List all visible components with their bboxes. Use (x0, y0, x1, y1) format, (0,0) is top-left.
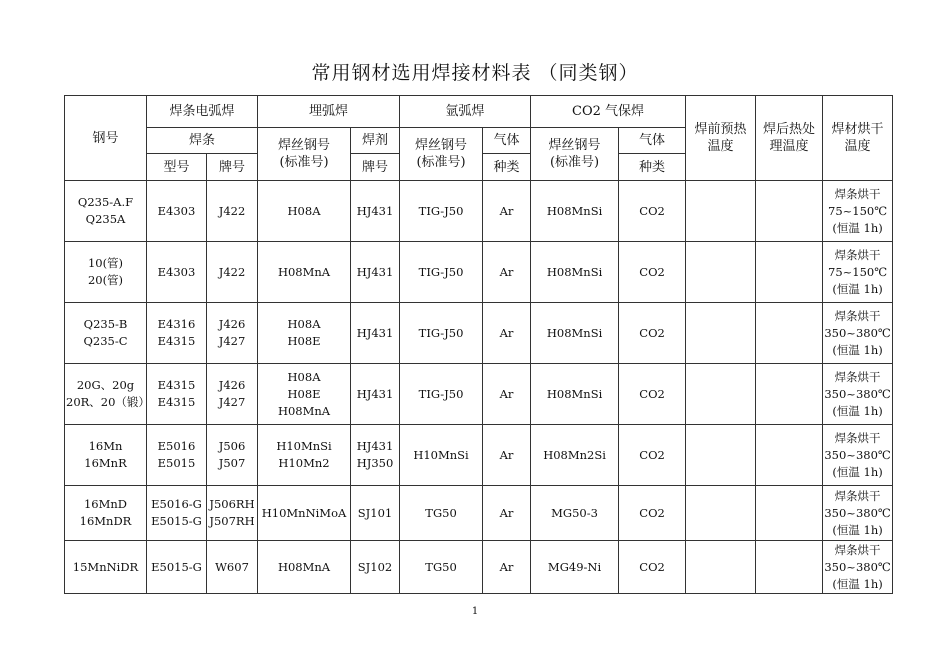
cell-co2-gas: CO2 (619, 486, 686, 541)
cell-steel-no-line: 10(管) (87, 256, 124, 270)
header-wire-std-submerged: 焊丝钢号 (标准号) (258, 128, 351, 181)
cell-electrode-model-line: E5015-G (151, 559, 202, 574)
cell-steel-no (65, 303, 147, 364)
cell-argon-wire: H10MnSi (400, 425, 483, 486)
cell-drying-temp (823, 364, 893, 425)
cell-flux-grade-line: HJ431 (356, 386, 394, 401)
cell-electrode-grade-line: J506RH (209, 497, 255, 511)
header-electrode: 焊条 (147, 128, 258, 154)
cell-electrode-grade (207, 486, 258, 541)
header-argon-arc: 氩弧焊 (400, 96, 531, 128)
cell-electrode-model (147, 425, 207, 486)
cell-preheat-temp (686, 425, 756, 486)
cell-argon-gas: Ar (483, 425, 531, 486)
cell-steel-no (65, 425, 147, 486)
cell-postheat-temp (756, 541, 823, 594)
cell-flux-grade-line: HJ431 (356, 203, 394, 218)
cell-electrode-grade (207, 303, 258, 364)
cell-drying-temp (823, 181, 893, 242)
document-title: 常用钢材选用焊接材料表 （同类钢） (311, 62, 639, 84)
cell-submerged-wire-line: H08MnA (277, 264, 331, 279)
header-flux: 焊剂 (351, 128, 400, 154)
header-preheat-temp: 焊前预热 温度 (686, 96, 756, 181)
cell-electrode-model-line: E5015-G (151, 514, 202, 528)
cell-flux-grade (351, 303, 400, 364)
cell-electrode-model-line: E4315 (157, 334, 196, 348)
cell-flux-grade (351, 242, 400, 303)
header-wire-std-argon: 焊丝钢号 (标准号) (400, 128, 483, 181)
header-co2-welding: CO2 气保焊 (531, 96, 686, 128)
cell-drying-temp-line: (恒温 1h) (832, 576, 883, 591)
cell-postheat-temp (756, 486, 823, 541)
cell-drying-temp-line: 焊条烘干 (834, 186, 881, 201)
cell-steel-no-line: 16MnD (83, 497, 128, 511)
cell-submerged-wire-line: H08E (287, 334, 321, 348)
header-electrode-grade: 牌号 (207, 154, 258, 181)
cell-steel-no (65, 541, 147, 594)
cell-drying-temp-line: 350~380℃ (824, 559, 891, 574)
cell-flux-grade (351, 181, 400, 242)
cell-submerged-wire-line: H08A (287, 203, 321, 218)
cell-drying-temp (823, 242, 893, 303)
cell-electrode-grade-line: J427 (218, 334, 246, 348)
cell-drying-temp-line: (恒温 1h) (832, 464, 883, 479)
cell-flux-grade-line: HJ431 (356, 439, 394, 453)
cell-drying-temp (823, 303, 893, 364)
header-postheat-temp: 焊后热处 理温度 (756, 96, 823, 181)
cell-drying-temp-line: 焊条烘干 (834, 247, 881, 262)
cell-preheat-temp (686, 541, 756, 594)
cell-postheat-temp (756, 242, 823, 303)
cell-steel-no-line: Q235-C (83, 334, 128, 348)
cell-electrode-model-line: E4303 (157, 264, 196, 279)
cell-electrode-grade (207, 425, 258, 486)
header-electrode-arc: 焊条电弧焊 (147, 96, 258, 128)
header-gas-co2: 气体 (619, 128, 686, 154)
table-row (65, 364, 893, 425)
cell-preheat-temp (686, 486, 756, 541)
cell-steel-no (65, 181, 147, 242)
cell-electrode-model (147, 242, 207, 303)
cell-co2-wire: H08MnSi (531, 364, 619, 425)
cell-electrode-model-line: E4315 (157, 395, 196, 409)
cell-drying-temp-line: 焊条烘干 (834, 430, 881, 445)
cell-argon-gas: Ar (483, 364, 531, 425)
cell-electrode-grade-line: J426 (218, 378, 246, 392)
cell-flux-grade-line: HJ350 (356, 456, 394, 470)
cell-steel-no-line: 20(管) (87, 273, 124, 287)
cell-postheat-temp (756, 425, 823, 486)
cell-electrode-grade-line: J507 (218, 456, 246, 470)
cell-flux-grade-line: HJ431 (356, 325, 394, 340)
cell-submerged-wire-line: H08MnA (277, 403, 331, 418)
cell-flux-grade (351, 541, 400, 594)
cell-drying-temp-line: 焊条烘干 (834, 369, 881, 384)
cell-drying-temp-line: 75~150℃ (828, 203, 888, 218)
header-flux-grade: 牌号 (351, 154, 400, 181)
cell-electrode-grade (207, 181, 258, 242)
cell-drying-temp-line: (恒温 1h) (832, 220, 883, 235)
cell-electrode-grade-line: J426 (218, 317, 246, 331)
cell-co2-wire: H08MnSi (531, 242, 619, 303)
cell-co2-gas: CO2 (619, 425, 686, 486)
table-row (65, 303, 893, 364)
cell-drying-temp-line: (恒温 1h) (832, 403, 883, 418)
cell-argon-wire: TIG-J50 (400, 181, 483, 242)
cell-drying-temp (823, 541, 893, 594)
table-body (65, 96, 893, 594)
table-row (65, 486, 893, 541)
cell-electrode-model-line: E4315 (157, 378, 196, 392)
cell-flux-grade (351, 364, 400, 425)
page-number: 1 (471, 606, 479, 617)
cell-submerged-wire (258, 303, 351, 364)
cell-drying-temp-line: (恒温 1h) (832, 342, 883, 357)
cell-drying-temp-line: 焊条烘干 (834, 308, 881, 323)
cell-submerged-wire (258, 541, 351, 594)
cell-submerged-wire (258, 425, 351, 486)
cell-co2-gas: CO2 (619, 181, 686, 242)
cell-drying-temp-line: 焊条烘干 (834, 542, 881, 557)
cell-flux-grade-line: HJ431 (356, 264, 394, 279)
cell-co2-gas: CO2 (619, 541, 686, 594)
cell-preheat-temp (686, 364, 756, 425)
cell-electrode-grade-line: J506 (218, 439, 246, 453)
cell-steel-no-line: 16MnR (84, 456, 127, 470)
cell-steel-no-line: 16MnDR (79, 514, 132, 528)
cell-electrode-grade-line: J427 (218, 395, 246, 409)
cell-drying-temp-line: 350~380℃ (824, 325, 891, 340)
header-steel-no: 钢号 (65, 96, 147, 181)
cell-steel-no (65, 486, 147, 541)
cell-argon-wire: TIG-J50 (400, 303, 483, 364)
cell-drying-temp-line: 350~380℃ (824, 505, 891, 520)
cell-steel-no (65, 242, 147, 303)
cell-steel-no-line: 16Mn (88, 439, 123, 453)
cell-steel-no-line: Q235-B (83, 317, 128, 331)
cell-co2-wire: MG49-Ni (531, 541, 619, 594)
cell-argon-gas: Ar (483, 181, 531, 242)
cell-argon-wire: TG50 (400, 486, 483, 541)
cell-steel-no-line: Q235A (85, 212, 126, 226)
cell-co2-gas: CO2 (619, 303, 686, 364)
header-submerged-arc: 埋弧焊 (258, 96, 400, 128)
cell-electrode-grade-line: W607 (215, 559, 249, 574)
cell-electrode-model-line: E4303 (157, 203, 196, 218)
cell-argon-gas: Ar (483, 303, 531, 364)
cell-steel-no-line: 20G、20g (76, 378, 135, 392)
header-gas-type-argon: 种类 (483, 154, 531, 181)
cell-co2-wire: MG50-3 (531, 486, 619, 541)
cell-postheat-temp (756, 181, 823, 242)
cell-submerged-wire (258, 364, 351, 425)
cell-electrode-model (147, 541, 207, 594)
cell-flux-grade (351, 486, 400, 541)
cell-steel-no-line: Q235-A.F (77, 195, 134, 209)
cell-electrode-model-line: E5015 (157, 456, 196, 470)
cell-drying-temp-line: 350~380℃ (824, 447, 891, 462)
cell-electrode-grade-line: J507RH (209, 514, 255, 528)
cell-submerged-wire (258, 181, 351, 242)
cell-drying-temp-line: 75~150℃ (828, 264, 888, 279)
cell-submerged-wire-line: H08E (287, 386, 321, 401)
cell-electrode-model (147, 364, 207, 425)
cell-drying-temp-line: 350~380℃ (824, 386, 891, 401)
table-row (65, 181, 893, 242)
header-gas-type-co2: 种类 (619, 154, 686, 181)
header-model: 型号 (147, 154, 207, 181)
cell-argon-wire: TIG-J50 (400, 242, 483, 303)
table-row (65, 541, 893, 594)
cell-electrode-grade-line: J422 (218, 203, 246, 218)
cell-argon-wire: TG50 (400, 541, 483, 594)
cell-electrode-model (147, 303, 207, 364)
cell-electrode-grade (207, 242, 258, 303)
cell-drying-temp-line: 焊条烘干 (834, 488, 881, 503)
cell-drying-temp-line: (恒温 1h) (832, 522, 883, 537)
cell-submerged-wire-line: H10MnSi (276, 439, 332, 453)
cell-steel-no-line: 20R、20（锻） (66, 395, 150, 409)
table-row (65, 242, 893, 303)
cell-electrode-grade (207, 541, 258, 594)
cell-electrode-grade-line: J422 (218, 264, 246, 279)
cell-drying-temp-line: (恒温 1h) (832, 281, 883, 296)
cell-electrode-model-line: E4316 (157, 317, 196, 331)
cell-flux-grade (351, 425, 400, 486)
cell-submerged-wire-line: H08A (287, 317, 321, 331)
cell-drying-temp (823, 486, 893, 541)
welding-materials-table (64, 95, 893, 594)
header-gas-argon: 气体 (483, 128, 531, 154)
cell-co2-wire: H08Mn2Si (531, 425, 619, 486)
cell-submerged-wire-line: H10Mn2 (278, 456, 330, 470)
header-wire-std-co2: 焊丝钢号 (标准号) (531, 128, 619, 181)
cell-argon-gas: Ar (483, 486, 531, 541)
cell-postheat-temp (756, 303, 823, 364)
cell-electrode-model (147, 486, 207, 541)
cell-electrode-grade (207, 364, 258, 425)
cell-electrode-model (147, 181, 207, 242)
cell-flux-grade-line: SJ102 (357, 559, 393, 574)
cell-argon-wire: TIG-J50 (400, 364, 483, 425)
cell-submerged-wire (258, 486, 351, 541)
header-drying-temp: 焊材烘干 温度 (823, 96, 893, 181)
cell-submerged-wire-line: H08MnA (277, 559, 331, 574)
cell-co2-wire: H08MnSi (531, 303, 619, 364)
cell-submerged-wire-line: H08A (287, 369, 321, 384)
cell-co2-gas: CO2 (619, 364, 686, 425)
cell-co2-wire: H08MnSi (531, 181, 619, 242)
cell-preheat-temp (686, 181, 756, 242)
table-row (65, 425, 893, 486)
cell-argon-gas: Ar (483, 242, 531, 303)
cell-flux-grade-line: SJ101 (357, 505, 393, 520)
cell-co2-gas: CO2 (619, 242, 686, 303)
cell-submerged-wire-line: H10MnNiMoA (261, 505, 347, 520)
cell-postheat-temp (756, 364, 823, 425)
header-row-1 (65, 96, 893, 128)
cell-steel-no-line: 15MnNiDR (72, 559, 139, 574)
cell-argon-gas: Ar (483, 541, 531, 594)
cell-electrode-model-line: E5016-G (151, 497, 202, 511)
cell-electrode-model-line: E5016 (157, 439, 196, 453)
cell-preheat-temp (686, 303, 756, 364)
cell-submerged-wire (258, 242, 351, 303)
cell-drying-temp (823, 425, 893, 486)
cell-steel-no (65, 364, 150, 425)
cell-preheat-temp (686, 242, 756, 303)
